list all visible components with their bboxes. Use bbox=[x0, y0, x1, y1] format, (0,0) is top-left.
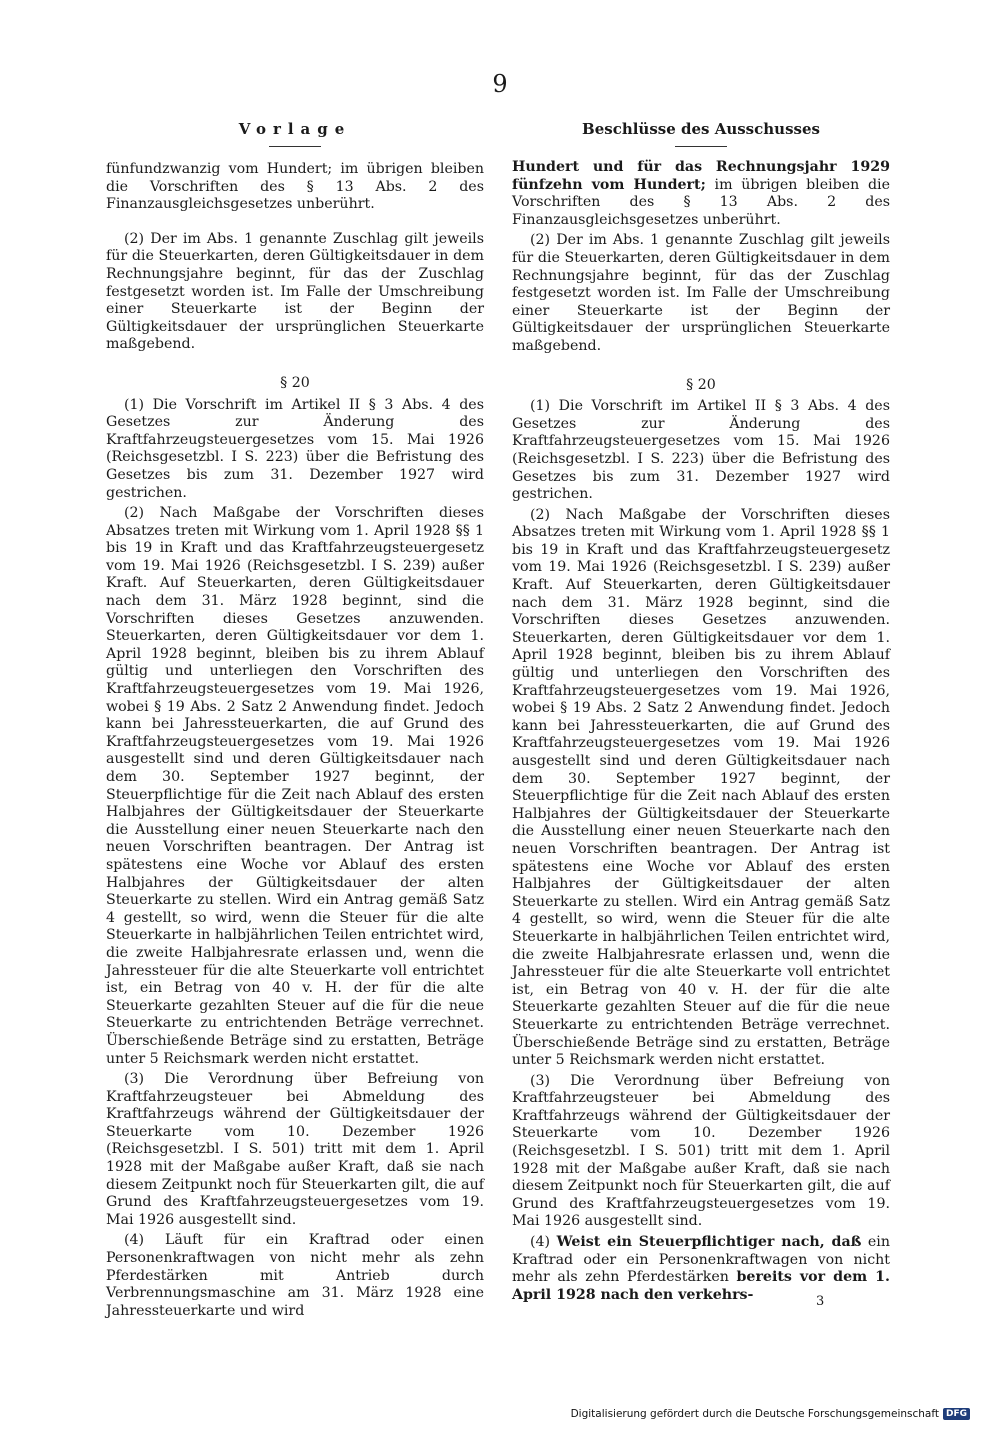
section-20-paragraph-2: (2) Nach Maßgabe der Vorschriften dieses Absatzes treten mit Wirkung vom 1. April 1928 §§ 1 bis 19 in Kraft und das Kraftfahrzeugsteuergesetz vom 19. Mai 1926 (Reichsgesetzbl. I S. 239) außer Kraft. Auf Steuerkarten, deren Gültigkeitsdauer nach dem 31. März 1928 beginnt, sind die Vorschriften dieses Gesetzes anzuwenden. Steuerkarten, deren Gültigkeitsdauer vor dem 1. April 1928 beginnt, bleiben bis zu ihrem Ablauf gültig und unterliegen den Vorschriften des Kraftfahrzeugsteuergesetzes vom 19. Mai 1926, wobei § 19 Abs. 2 Satz 2 Anwendung findet. Jedoch kann bei Jahressteuerkarten, die auf Grund des Kraftfahrzeugsteuergesetzes vom 19. Mai 1926 ausgestellt sind und deren Gültigkeitsdauer nach dem 30. September 1927 beginnt, der Steuerpflichtige für die Zeit nach Ablauf des ersten Halbjahres der Gültigkeitsdauer der Steuerkarte die Ausstellung einer neuen Steuerkarte nach den neuen Vorschriften beantragen. Der Antrag ist spätestens eine Woche vor Ablauf des ersten Halbjahres der Gültigkeitsdauer der alten Steuerkarte zu stellen. Wird ein Antrag gemäß Satz 4 gestellt, so wird, wenn die Steuer für die alte Steuerkarte in halbjährlichen Teilen entrichtet wird, die zweite Halbjahresrate erlassen und, wenn die Jahressteuer für die alte Steuerkarte voll entrichtet ist, ein Betrag von 40 v. H. der für die alte Steuerkarte gezahlten Steuer auf die für die neue Steuerkarte zu entrichtenden Beträge verrechnet. Überschießende Beträge sind zu erstatten, Beträge unter 5 Reichsmark werden nicht erstattet. bbox=[106, 505, 484, 1067]
section-20-paragraph-2: (2) Nach Maßgabe der Vorschriften dieses Absatzes treten mit Wirkung vom 1. April 1928 §§ 1 bis 19 in Kraft und das Kraftfahrzeugsteuergesetz vom 19. Mai 1926 (Reichsgesetzbl. I S. 239) außer Kraft. Auf Steuerkarten, deren Gültigkeitsdauer nach dem 31. März 1928 beginnt, sind die Vorschriften dieses Gesetzes anzuwenden. Steuerkarten, deren Gültigkeitsdauer vor dem 1. April 1928 beginnt, bleiben bis zu ihrem Ablauf gültig und unterliegen den Vorschriften des Kraftfahrzeugsteuergesetzes vom 19. Mai 1926, wobei § 19 Abs. 2 Satz 2 Anwendung findet. Jedoch kann bei Jahressteuerkarten, die auf Grund des Kraftfahrzeugsteuergesetzes vom 19. Mai 1926 ausgestellt sind und deren Gültigkeitsdauer nach dem 30. September 1927 beginnt, der Steuerpflichtige für die Zeit nach Ablauf des ersten Halbjahres der Gültigkeitsdauer der Steuerkarte die Ausstellung einer neuen Steuerkarte nach den neuen Vorschriften beantragen. Der Antrag ist spätestens eine Woche vor Ablauf des ersten Halbjahres der Gültigkeitsdauer der alten Steuerkarte zu stellen. Wird ein Antrag gemäß Satz 4 gestellt, so wird, wenn die Steuer für die alte Steuerkarte in halbjährlichen Teilen entrichtet wird, die zweite Halbjahresrate erlassen und, wenn die Jahressteuer für die alte Steuerkarte voll entrichtet ist, ein Betrag von 40 v. H. der für die alte Steuerkarte gezahlten Steuer auf die für die neue Steuerkarte zu entrichtenden Beträge verrechnet. Überschießende Beträge sind zu erstatten, Beträge unter 5 Reichsmark werden nicht erstattet. bbox=[512, 506, 890, 1069]
page-number: 9 bbox=[492, 70, 508, 98]
intro-paragraph-text: im übrigen bleiben die Vorschriften des § 13 Abs. 2 des Finanzausgleichsgesetzes unberührt. bbox=[512, 176, 890, 228]
section-20-paragraph-3: (3) Die Verordnung über Befreiung von Kraftfahrzeugsteuer bei Abmeldung des Kraftfahrzeugs während der Gültigkeitsdauer der Steuerkarte vom 10. Dezember 1926 (Reichsgesetzbl. I S. 501) tritt mit dem 1. April 1928 mit der Maßgabe außer Kraft, daß sie nach diesem Zeitpunkt noch für Steuerkarten gilt, die auf Grund des Kraftfahrzeugsteuergesetzes vom 19. Mai 1926 ausgestellt sind. bbox=[512, 1072, 890, 1230]
amendment-bold-text: bereits vor dem 1. April 1928 nach den verkehrs- bbox=[512, 1269, 890, 1303]
column-heading-vorlage: Vorlage bbox=[238, 120, 352, 138]
dfg-logo-icon: DFG bbox=[943, 1408, 970, 1420]
column-beschluesse bbox=[512, 118, 890, 1304]
intro-amendment-bold: Hundert und für das Rechnungsjahr 1929 fünfzehn vom Hundert; bbox=[512, 159, 890, 193]
column-vorlage bbox=[106, 118, 484, 1320]
sheet-signature-mark: 3 bbox=[816, 1294, 825, 1309]
section-20-paragraph-3: (3) Die Verordnung über Befreiung von Kraftfahrzeugsteuer bei Abmeldung des Kraftfahrzeugs während der Gültigkeitsdauer der Steuerkarte vom 10. Dezember 1926 (Reichsgesetzbl. I S. 501) tritt mit dem 1. April 1928 mit der Maßgabe außer Kraft, daß sie nach diesem Zeitpunkt noch für Steuerkarten gilt, die auf Grund des Kraftfahrzeugsteuergesetzes vom 19. Mai 1926 ausgestellt sind. bbox=[106, 1071, 484, 1228]
column-heading-beschluesse: Beschlüsse des Ausschusses bbox=[582, 120, 820, 138]
section-20-paragraph-1: (1) Die Vorschrift im Artikel II § 3 Abs. 4 des Gesetzes zur Änderung des Kraftfahrzeugsteuergesetzes vom 15. Mai 1926 (Reichsgesetzbl. I S. 223) über die Befristung des Gesetzes bis zum 31. Dezember 1927 wird gestrichen. bbox=[512, 398, 890, 503]
paragraph-2: (2) Der im Abs. 1 genannte Zuschlag gilt jeweils für die Steuerkarten, deren Gültigkeitsdauer in dem Rechnungsjahre beginnt, für das der Zuschlag festgesetzt worden ist. Im Falle der Umschreibung einer Steuerkarte ist der Beginn der Gültigkeitsdauer der ursprünglichen Steuerkarte maßgebend. bbox=[106, 230, 484, 353]
footer-text: Digitalisierung gefördert durch die Deutsche Forschungsgemeinschaft bbox=[570, 1408, 939, 1420]
heading-rule bbox=[269, 146, 321, 147]
paragraph-text: ein Kraftrad oder ein Personenkraftwagen von nicht mehr als zehn Pferdestärken bbox=[512, 1234, 890, 1286]
intro-paragraph: fünfundzwanzig vom Hundert; im übrigen bleiben die Vorschriften des § 13 Abs. 2 des Finanzausgleichsgesetzes unberührt. bbox=[106, 161, 484, 213]
heading-rule bbox=[675, 146, 727, 147]
paragraph-number: (4) bbox=[530, 1234, 557, 1251]
intro-paragraph bbox=[512, 159, 890, 229]
amendment-bold-text: Weist ein Steuerpflichtiger nach, daß bbox=[556, 1234, 862, 1251]
footer-credit bbox=[571, 1408, 970, 1420]
paragraph-2: (2) Der im Abs. 1 genannte Zuschlag gilt jeweils für die Steuerkarten, deren Gültigkeitsdauer in dem Rechnungsjahre beginnt, für das der Zuschlag festgesetzt worden ist. Im Falle der Umschreibung einer Steuerkarte ist der Beginn der Gültigkeitsdauer der ursprünglichen Steuerkarte maßgebend. bbox=[512, 232, 890, 354]
section-20-paragraph-1: (1) Die Vorschrift im Artikel II § 3 Abs. 4 des Gesetzes zur Änderung des Kraftfahrzeugsteuergesetzes vom 15. Mai 1926 (Reichsgesetzbl. I S. 223) über die Befristung des Gesetzes bis zum 31. Dezember 1927 wird gestrichen. bbox=[106, 396, 484, 501]
section-heading: § 20 bbox=[280, 374, 310, 391]
section-heading: § 20 bbox=[686, 376, 716, 393]
section-20-paragraph-4: (4) Läuft für ein Kraftrad oder einen Personenkraftwagen von nicht mehr als zehn Pferdestärken mit Antrieb durch Verbrennungsmaschine am 31. März 1928 eine Jahressteuerkarte und wird bbox=[106, 1232, 484, 1319]
section-20-paragraph-4 bbox=[512, 1234, 890, 1304]
